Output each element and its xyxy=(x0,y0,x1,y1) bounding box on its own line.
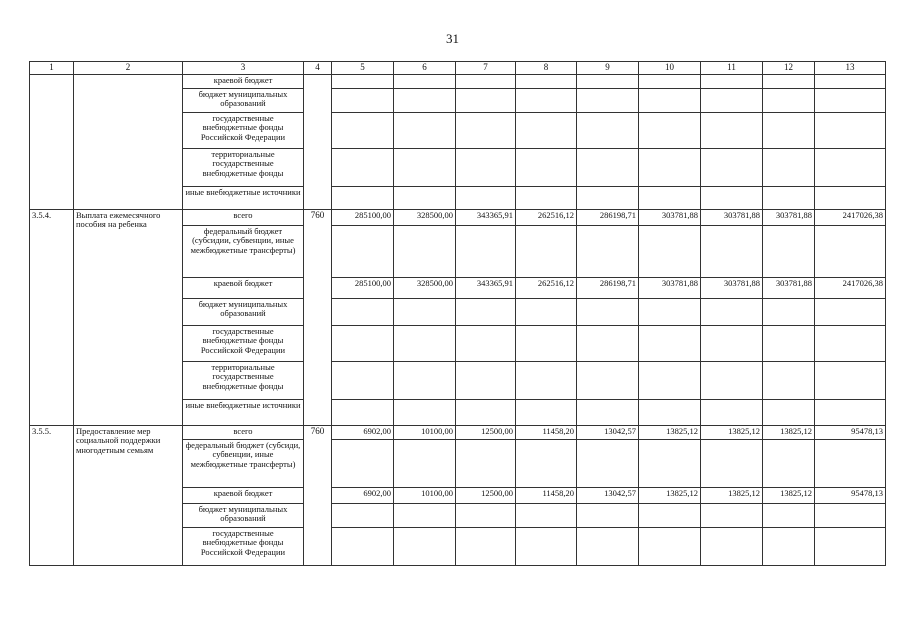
column-header: 2 xyxy=(74,62,183,75)
value-cell xyxy=(815,226,886,278)
value-cell: 13825,12 xyxy=(763,488,815,504)
value-cell xyxy=(701,326,763,362)
value-cell xyxy=(456,440,516,488)
value-cell xyxy=(332,226,394,278)
value-cell xyxy=(763,75,815,89)
value-cell xyxy=(456,299,516,326)
value-cell xyxy=(394,75,456,89)
column-header: 4 xyxy=(304,62,332,75)
value-cell xyxy=(701,226,763,278)
value-cell xyxy=(394,326,456,362)
value-cell: 13825,12 xyxy=(701,426,763,440)
value-cell: 13042,57 xyxy=(577,426,639,440)
value-cell xyxy=(456,504,516,528)
column-header: 12 xyxy=(763,62,815,75)
value-cell xyxy=(394,528,456,566)
value-cell xyxy=(639,113,701,149)
value-cell xyxy=(456,528,516,566)
section-name: Выплата ежемесячного пособия на ребенка xyxy=(74,210,183,426)
value-cell xyxy=(763,299,815,326)
value-cell xyxy=(701,299,763,326)
value-cell: 12500,00 xyxy=(456,488,516,504)
funding-source: иные внебюджетные источники xyxy=(183,187,304,210)
column-header: 3 xyxy=(183,62,304,75)
value-cell: 303781,88 xyxy=(763,278,815,299)
value-cell xyxy=(763,528,815,566)
value-cell xyxy=(516,149,577,187)
value-cell xyxy=(701,75,763,89)
value-cell xyxy=(332,299,394,326)
funding-source: всего xyxy=(183,210,304,226)
value-cell xyxy=(701,504,763,528)
funding-source: государственные внебюджетные фонды Российской Федерации xyxy=(183,326,304,362)
value-cell xyxy=(577,528,639,566)
value-cell: 286198,71 xyxy=(577,278,639,299)
value-cell xyxy=(815,440,886,488)
value-cell xyxy=(815,504,886,528)
value-cell: 95478,13 xyxy=(815,488,886,504)
value-cell xyxy=(516,187,577,210)
funding-source: краевой бюджет xyxy=(183,278,304,299)
section-index: 3.5.5. xyxy=(30,426,74,566)
column-header: 1 xyxy=(30,62,74,75)
value-cell xyxy=(815,362,886,400)
funding-source: государственные внебюджетные фонды Российской Федерации xyxy=(183,113,304,149)
value-cell: 303781,88 xyxy=(701,278,763,299)
value-cell xyxy=(577,400,639,426)
value-cell xyxy=(456,113,516,149)
value-cell xyxy=(763,89,815,113)
funding-source: бюджет муниципальных образований xyxy=(183,504,304,528)
value-cell xyxy=(763,504,815,528)
value-cell xyxy=(701,528,763,566)
value-cell xyxy=(815,149,886,187)
value-cell: 328500,00 xyxy=(394,278,456,299)
value-cell xyxy=(815,528,886,566)
column-header: 11 xyxy=(701,62,763,75)
value-cell xyxy=(516,326,577,362)
funding-source: иные внебюджетные источники xyxy=(183,400,304,426)
value-cell xyxy=(639,149,701,187)
value-cell xyxy=(639,89,701,113)
value-cell xyxy=(639,326,701,362)
value-cell: 2417026,38 xyxy=(815,210,886,226)
value-cell: 285100,00 xyxy=(332,210,394,226)
value-cell: 343365,91 xyxy=(456,210,516,226)
column-header: 6 xyxy=(394,62,456,75)
value-cell xyxy=(577,149,639,187)
value-cell xyxy=(763,326,815,362)
budget-code: 760 xyxy=(304,426,332,566)
value-cell: 303781,88 xyxy=(763,210,815,226)
value-cell xyxy=(763,440,815,488)
value-cell xyxy=(332,75,394,89)
value-cell xyxy=(639,400,701,426)
value-cell xyxy=(394,187,456,210)
value-cell xyxy=(456,362,516,400)
value-cell xyxy=(516,504,577,528)
value-cell xyxy=(577,504,639,528)
funding-source: федеральный бюджет (субсидии, субвенции, иные межбюджетные трансферты) xyxy=(183,226,304,278)
value-cell xyxy=(516,528,577,566)
value-cell: 13825,12 xyxy=(763,426,815,440)
value-cell xyxy=(763,226,815,278)
column-header: 13 xyxy=(815,62,886,75)
funding-source: федеральный бюджет (субсиди, субвенции, иные межбюджетные трансферты) xyxy=(183,440,304,488)
value-cell xyxy=(639,528,701,566)
value-cell xyxy=(394,149,456,187)
value-cell xyxy=(516,113,577,149)
value-cell xyxy=(332,440,394,488)
value-cell xyxy=(815,89,886,113)
value-cell: 11458,20 xyxy=(516,426,577,440)
value-cell: 303781,88 xyxy=(639,278,701,299)
value-cell xyxy=(701,440,763,488)
value-cell xyxy=(577,113,639,149)
value-cell xyxy=(815,400,886,426)
value-cell xyxy=(456,149,516,187)
value-cell xyxy=(639,75,701,89)
budget-code: 760 xyxy=(304,210,332,426)
value-cell xyxy=(701,149,763,187)
value-cell xyxy=(394,400,456,426)
value-cell xyxy=(639,504,701,528)
value-cell xyxy=(394,89,456,113)
funding-source: краевой бюджет xyxy=(183,75,304,89)
value-cell xyxy=(394,362,456,400)
value-cell xyxy=(577,75,639,89)
value-cell xyxy=(332,504,394,528)
value-cell xyxy=(639,226,701,278)
column-header: 8 xyxy=(516,62,577,75)
value-cell: 2417026,38 xyxy=(815,278,886,299)
value-cell: 11458,20 xyxy=(516,488,577,504)
value-cell xyxy=(577,362,639,400)
value-cell xyxy=(701,362,763,400)
value-cell xyxy=(763,149,815,187)
value-cell xyxy=(577,187,639,210)
value-cell xyxy=(763,187,815,210)
funding-source: всего xyxy=(183,426,304,440)
value-cell xyxy=(332,89,394,113)
value-cell: 13042,57 xyxy=(577,488,639,504)
value-cell xyxy=(815,299,886,326)
value-cell xyxy=(639,440,701,488)
column-header: 10 xyxy=(639,62,701,75)
value-cell xyxy=(516,89,577,113)
value-cell xyxy=(577,440,639,488)
value-cell xyxy=(577,299,639,326)
value-cell xyxy=(701,113,763,149)
value-cell: 13825,12 xyxy=(639,488,701,504)
funding-source: территориальные государственные внебюджетные фонды xyxy=(183,149,304,187)
value-cell xyxy=(394,440,456,488)
column-header: 7 xyxy=(456,62,516,75)
empty-cell xyxy=(304,75,332,210)
value-cell xyxy=(516,75,577,89)
value-cell: 13825,12 xyxy=(639,426,701,440)
value-cell xyxy=(332,326,394,362)
column-header: 9 xyxy=(577,62,639,75)
value-cell xyxy=(516,400,577,426)
value-cell xyxy=(456,400,516,426)
funding-source: бюджет муниципальных образований xyxy=(183,299,304,326)
value-cell xyxy=(516,440,577,488)
value-cell: 343365,91 xyxy=(456,278,516,299)
value-cell xyxy=(456,226,516,278)
value-cell xyxy=(516,299,577,326)
value-cell xyxy=(516,362,577,400)
page-number: 31 xyxy=(446,31,459,46)
value-cell xyxy=(394,299,456,326)
value-cell xyxy=(577,226,639,278)
value-cell xyxy=(332,362,394,400)
value-cell xyxy=(394,226,456,278)
value-cell: 10100,00 xyxy=(394,488,456,504)
value-cell: 6902,00 xyxy=(332,488,394,504)
value-cell xyxy=(815,113,886,149)
value-cell: 303781,88 xyxy=(701,210,763,226)
value-cell xyxy=(763,113,815,149)
value-cell xyxy=(332,400,394,426)
value-cell: 10100,00 xyxy=(394,426,456,440)
value-cell xyxy=(639,187,701,210)
value-cell: 285100,00 xyxy=(332,278,394,299)
empty-cell xyxy=(30,75,74,210)
value-cell: 286198,71 xyxy=(577,210,639,226)
value-cell xyxy=(639,362,701,400)
empty-cell xyxy=(74,75,183,210)
value-cell xyxy=(456,75,516,89)
column-header: 5 xyxy=(332,62,394,75)
value-cell xyxy=(332,149,394,187)
funding-source: территориальные государственные внебюджетные фонды xyxy=(183,362,304,400)
value-cell xyxy=(639,299,701,326)
value-cell: 262516,12 xyxy=(516,210,577,226)
table-row xyxy=(30,210,886,226)
value-cell xyxy=(456,326,516,362)
value-cell: 95478,13 xyxy=(815,426,886,440)
value-cell xyxy=(815,75,886,89)
value-cell xyxy=(456,89,516,113)
value-cell xyxy=(701,400,763,426)
value-cell xyxy=(815,187,886,210)
value-cell: 13825,12 xyxy=(701,488,763,504)
funding-source: краевой бюджет xyxy=(183,488,304,504)
section-name: Предоставление мер социальной поддержки многодетным семьям xyxy=(74,426,183,566)
value-cell xyxy=(332,113,394,149)
value-cell xyxy=(701,187,763,210)
value-cell xyxy=(701,89,763,113)
value-cell xyxy=(456,187,516,210)
value-cell: 6902,00 xyxy=(332,426,394,440)
value-cell xyxy=(332,187,394,210)
value-cell xyxy=(332,528,394,566)
value-cell: 303781,88 xyxy=(639,210,701,226)
funding-source: государственные внебюджетные фонды Российской Федерации xyxy=(183,528,304,566)
table-row xyxy=(30,75,886,89)
value-cell xyxy=(577,89,639,113)
value-cell xyxy=(577,326,639,362)
value-cell xyxy=(763,400,815,426)
funding-source: бюджет муниципальных образований xyxy=(183,89,304,113)
value-cell: 262516,12 xyxy=(516,278,577,299)
budget-table xyxy=(29,61,886,566)
value-cell xyxy=(763,362,815,400)
value-cell xyxy=(815,326,886,362)
value-cell xyxy=(516,226,577,278)
header-row xyxy=(30,62,886,75)
value-cell: 12500,00 xyxy=(456,426,516,440)
value-cell xyxy=(394,113,456,149)
section-index: 3.5.4. xyxy=(30,210,74,426)
value-cell: 328500,00 xyxy=(394,210,456,226)
value-cell xyxy=(394,504,456,528)
table-row xyxy=(30,426,886,440)
